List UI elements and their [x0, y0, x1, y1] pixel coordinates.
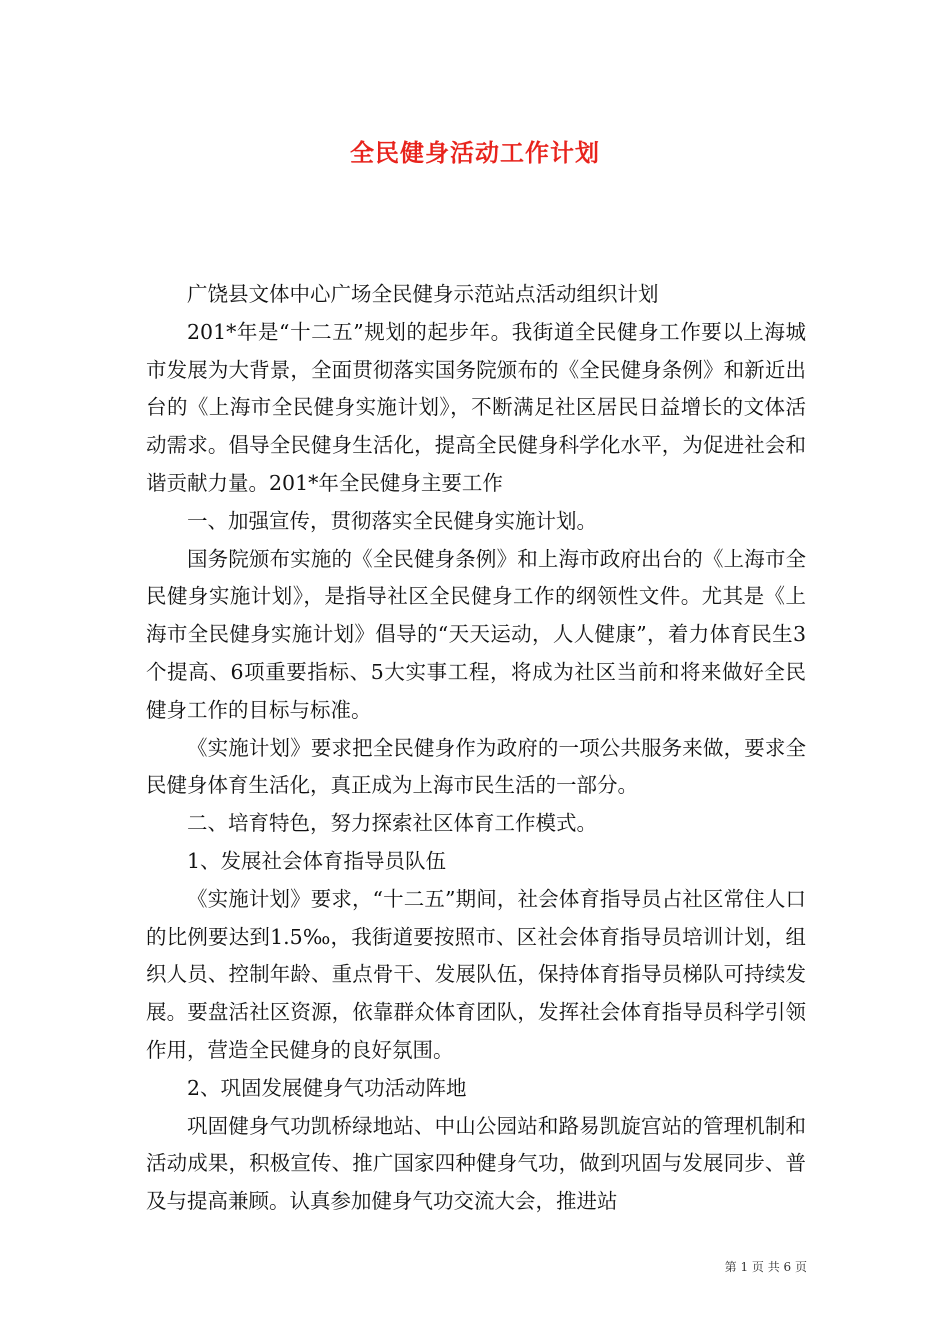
document-title: 全民健身活动工作计划 — [350, 139, 600, 167]
section-heading: 二、培育特色，努力探索社区体育工作模式。 — [187, 811, 597, 836]
subsection-heading: 1、发展社会体育指导员队伍 — [187, 848, 447, 873]
paragraph: 巩固健身气功凯桥绿地站、中山公园站和路易凯旋宫站的管理机制和活动成果，积极宣传、推广国家四种健身气功，做到巩固与发展同步、普及与提高兼顾。认真参加健身气功交流大会，推进站 — [146, 1113, 806, 1214]
page-number: 第 1 页 共 6 页 — [724, 1260, 807, 1274]
document-body — [146, 276, 806, 1221]
paragraph: 国务院颁布实施的《全民健身条例》和上海市政府出台的《上海市全民健身实施计划》，是指导社区全民健身工作的纲领性文件。尤其是《上海市全民健身实施计划》倡导的“天天运动，人人健康”，着力体育民生3个提高、6项重要指标、5大实事工程，将成为社区当前和将来做好全民健身工作的目标与标准。 — [146, 546, 806, 722]
paragraph-subtitle: 广饶县文体中心广场全民健身示范站点活动组织计划 — [187, 282, 659, 306]
paragraph: 201*年是“十二五”规划的起步年。我街道全民健身工作要以上海城市发展为大背景，全面贯彻落实国务院颁布的《全民健身条例》和新近出台的《上海市全民健身实施计划》，不断满足社区居民日益增长的文体活动需求。倡导全民健身生活化，提高全民健身科学化水平，为促进社会和谐贡献力量。201*年全民健身主要工作 — [146, 319, 806, 495]
paragraph: 《实施计划》要求，“十二五”期间，社会体育指导员占社区常住人口的比例要达到1.5‰，我街道要按照市、区社会体育指导员培训计划，组织人员、控制年龄、重点骨干、发展队伍，保持体育指导员梯队可持续发展。要盘活社区资源，依靠群众体育团队，发挥社会体育指导员科学引领作用，营造全民健身的良好氛围。 — [146, 886, 806, 1062]
section-heading: 一、加强宣传，贯彻落实全民健身实施计划。 — [187, 508, 597, 533]
paragraph: 《实施计划》要求把全民健身作为政府的一项公共服务来做，要求全民健身体育生活化，真正成为上海市民生活的一部分。 — [146, 735, 806, 798]
subsection-heading: 2、巩固发展健身气功活动阵地 — [187, 1075, 467, 1100]
